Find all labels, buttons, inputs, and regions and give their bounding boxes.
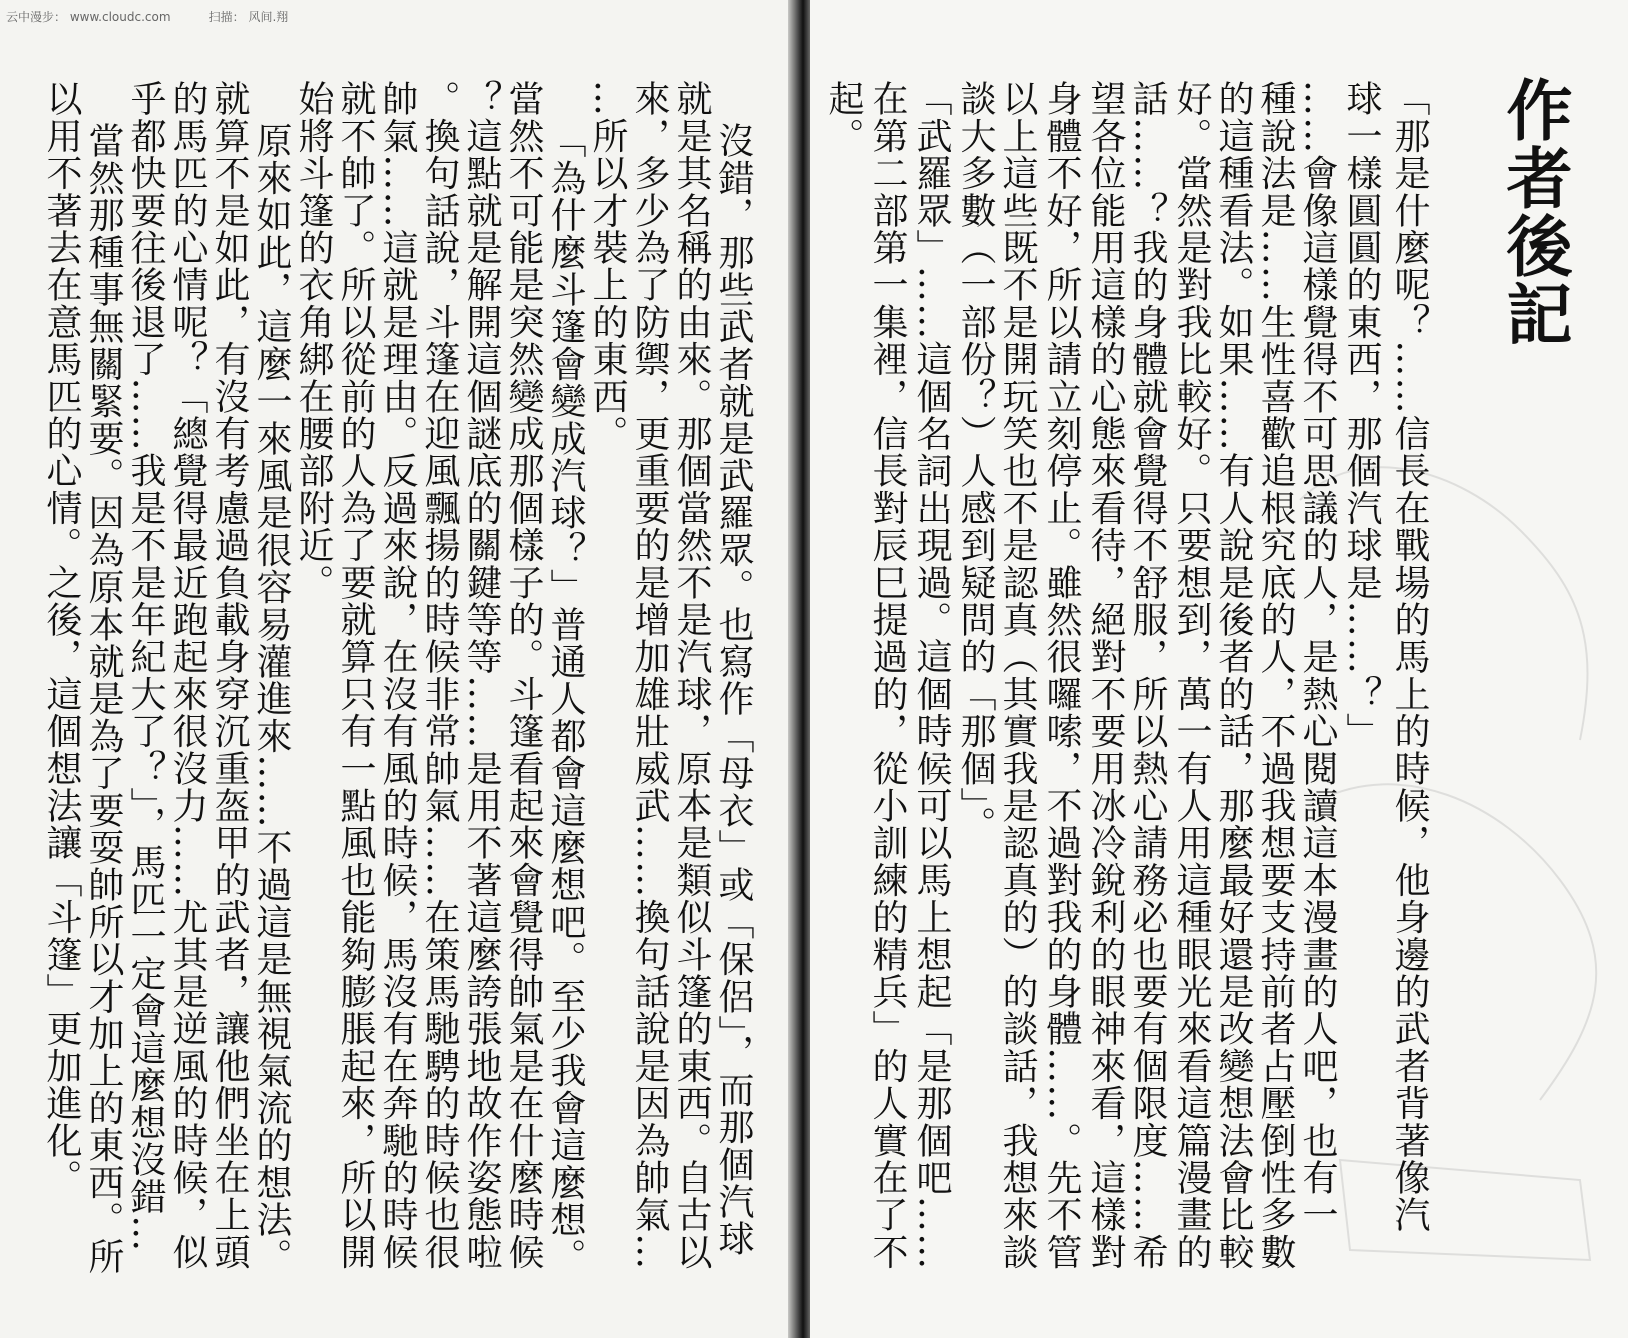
text-column: 望各位能用這樣的心態來看待，絕對不要用冰冷銳利的眼神來看，這樣對 bbox=[1085, 80, 1126, 1271]
text-column: 就不帥了。所以從前的人為了要就算只有一點風也能夠膨脹起來，所以開 bbox=[335, 80, 376, 1271]
page-title: 作者後記 bbox=[1495, 76, 1572, 348]
text-column: 種說法是……生性喜歡追根究底的人，不過我想要支持前者占壓倒性多數 bbox=[1255, 80, 1296, 1271]
text-column: 。換句話說，斗篷在迎風飄揚的時候非常帥氣……在策馬馳騁的時候也很 bbox=[419, 80, 460, 1271]
text-column: 帥氣……這就是理由。反過來說，在沒有風的時候，馬沒有在奔馳的時候 bbox=[377, 80, 418, 1271]
text-column: 的馬匹的心情呢？「總覺得最近跑起來很沒力……尤其是逆風的時候，似 bbox=[167, 80, 208, 1271]
left-page bbox=[0, 0, 800, 1338]
text-column: 談大多數（一部份？）人感到疑問的「那個」。 bbox=[955, 80, 996, 844]
text-column: ？這點就是解開這個謎底的關鍵等等……是用不著這麼誇張地故作姿態啦 bbox=[461, 80, 502, 1271]
text-column: 「那是什麼呢？……信長在戰場的馬上的時候，他身邊的武者背著像汽 bbox=[1389, 80, 1430, 1234]
text-column: 當然那種事無關緊要。因為原本就是為了要耍帥所以才加上的東西。所 bbox=[83, 122, 124, 1276]
text-column: 沒錯，那些武者就是武羅眾。也寫作「母衣」或「保侶」，而那個汽球 bbox=[713, 122, 754, 1258]
text-column: 好。當然是對我比較好。只要想到，萬一有人用這種眼光來看這篇漫畫的 bbox=[1171, 80, 1212, 1271]
text-column: 就是其名稱的由來。那個當然不是汽球，原本是類似斗篷的東西。自古以 bbox=[671, 80, 712, 1271]
text-column: 話……？我的身體就會覺得不舒服，所以熱心請務必也要有個限度……希 bbox=[1127, 80, 1168, 1271]
text-column: 乎都快要往後退了……我是不是年紀大了？」，馬匹一定會這麼想沒錯… bbox=[125, 80, 166, 1253]
text-column: 起。 bbox=[823, 80, 864, 155]
text-column: ……會像這樣覺得不可思議的人，是熱心閱讀這本漫畫的人吧，也有一 bbox=[1297, 80, 1338, 1234]
text-column: 「武羅眾」……這個名詞出現過。這個時候可以馬上想起「是那個吧…… bbox=[911, 80, 952, 1271]
text-column: 以用不著去在意馬匹的心情。之後，這個想法讓「斗篷」更加進化。 bbox=[41, 80, 82, 1196]
text-column: …所以才裝上的東西。 bbox=[587, 80, 628, 452]
text-column: 來，多少為了防禦，更重要的是增加雄壯威武……換句話說是因為帥氣… bbox=[629, 80, 670, 1271]
text-column: 當然不可能是突然變成那個樣子的。斗篷看起來會覺得帥氣是在什麼時候 bbox=[503, 80, 544, 1271]
text-column: 「為什麼斗篷會變成汽球？」普通人都會這麼想吧。至少我會這麼想。 bbox=[545, 122, 586, 1276]
text-column: 原來如此，這麼一來風是很容易灌進來……不過這是無視氣流的想法。 bbox=[251, 122, 292, 1276]
text-column: 在第二部第一集裡，信長對辰巳提過的，從小訓練的精兵」的人實在了不 bbox=[867, 80, 908, 1271]
text-column: 就算不是如此，有沒有考慮過負載身穿沉重盔甲的武者，讓他們坐在上頭 bbox=[209, 80, 250, 1271]
text-column: 以上這些既不是開玩笑也不是認真（其實我是認真的）的談話，我想來談 bbox=[997, 80, 1038, 1271]
text-column: 始將斗篷的衣角綁在腰部附近。 bbox=[293, 80, 334, 601]
text-column: 的這種看法。如果……有人說是後者的話，那麼最好還是改變想法會比較 bbox=[1213, 80, 1254, 1271]
text-column: 身體不好，所以請立刻停止。雖然很囉嗦，不過對我的身體……。先不管 bbox=[1041, 80, 1082, 1271]
scan-watermark: 云中漫步： www.cloudc.com 扫描： 风间.翔 bbox=[6, 10, 289, 24]
text-column: 球一樣圓圓的東西，那個汽球是……？」 bbox=[1341, 80, 1382, 750]
